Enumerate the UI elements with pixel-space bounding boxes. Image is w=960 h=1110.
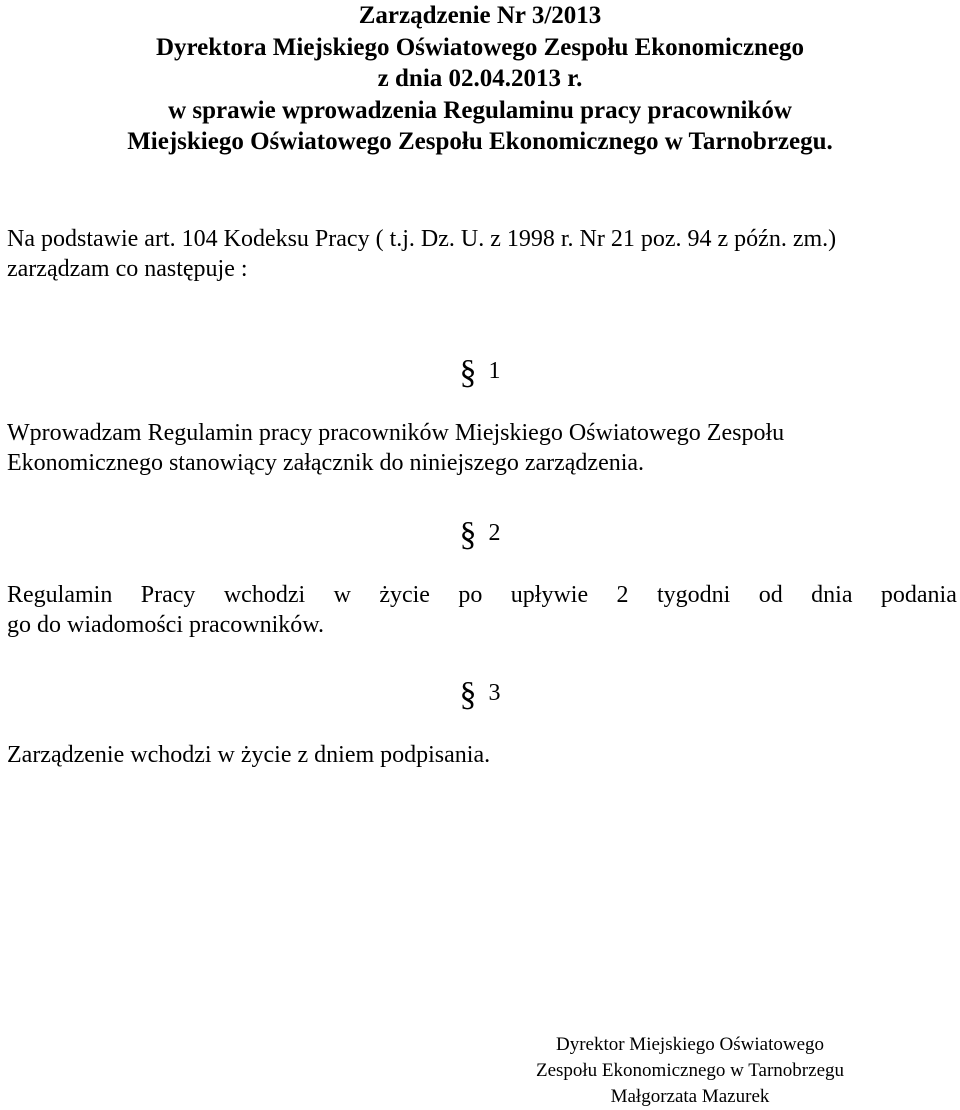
section-2-line-1 [7,580,957,610]
section-2-heading [0,516,960,553]
word: od [758,582,783,608]
legal-basis-line-2: zarządzam co następuje : [7,256,248,282]
word: dnia [811,582,853,608]
section-sign: § [459,354,477,391]
word: tygodni [656,582,731,608]
subject-line-1: w sprawie wprowadzenia Regulaminu pracy pracowników [168,96,792,124]
section-3-line-1: Zarządzenie wchodzi w życie z dniem podpisania. [7,742,491,768]
signature-block [480,1032,900,1110]
section-1-line-1: Wprowadzam Regulamin pracy pracowników Miejskiego Oświatowego Zespołu [7,420,785,446]
legal-basis-line-1: Na podstawie art. 104 Kodeksu Pracy ( t.j. Dz. U. z 1998 r. Nr 21 poz. 94 z późn. zm.) [7,226,837,252]
signature-name: Małgorzata Mazurek [610,1086,770,1107]
document-heading [0,0,960,158]
subject-line-2: Miejskiego Oświatowego Zespołu Ekonomicznego w Tarnobrzegu. [127,128,833,155]
section-sign: § [459,676,477,713]
word: Pracy [140,582,196,608]
word: życie [379,582,430,608]
section-1-heading [0,354,960,391]
section-2-line-2: go do wiadomości pracowników. [7,612,325,638]
word: upływie [510,582,589,608]
section-number: 2 [488,520,501,546]
word: w [333,582,351,608]
section-sign: § [459,516,477,553]
section-3-body [7,740,957,770]
word: po [458,582,483,608]
section-number: 1 [488,358,501,384]
word: podania [880,582,957,608]
word: Regulamin [7,582,113,608]
date-line: z dnia 02.04.2013 r. [377,65,583,92]
section-1-body [7,418,957,478]
legal-basis [7,224,957,284]
signature-institution: Zespołu Ekonomicznego w Tarnobrzegu [535,1060,845,1081]
issuer-line: Dyrektora Miejskiego Oświatowego Zespołu Ekonomicznego [155,33,805,61]
section-2-body [7,580,957,640]
signature-role: Dyrektor Miejskiego Oświatowego [555,1034,825,1055]
document-title: Zarządzenie Nr 3/2013 [358,2,602,29]
section-1-line-2: Ekonomicznego stanowiący załącznik do niniejszego zarządzenia. [7,450,645,476]
section-3-heading [0,676,960,713]
section-number: 3 [488,680,501,706]
word: wchodzi [223,582,306,608]
word: 2 [616,582,629,608]
